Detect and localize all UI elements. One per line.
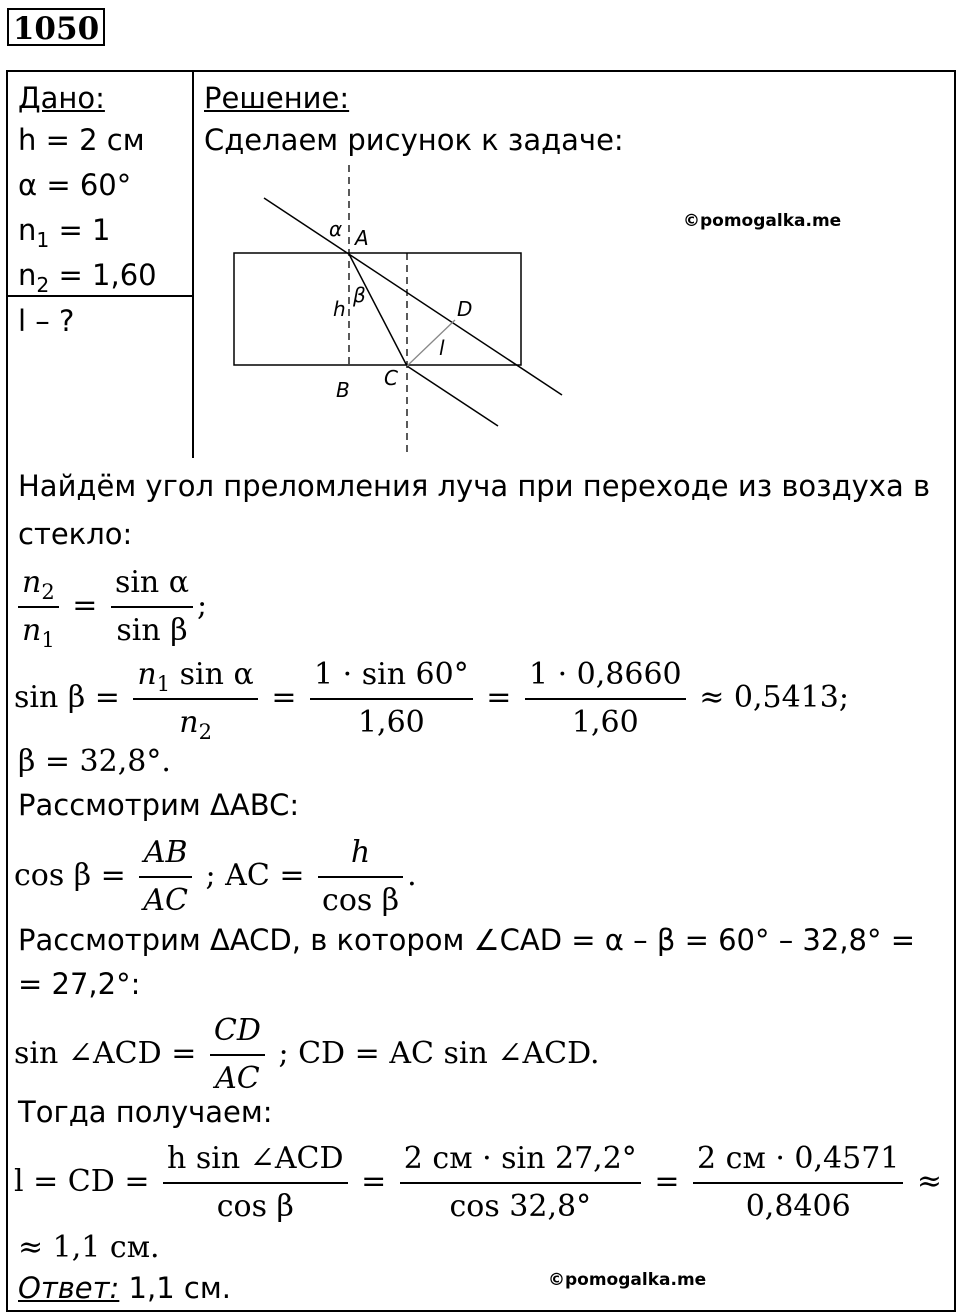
label-h: h bbox=[333, 297, 346, 321]
text-p6: Тогда получаем: bbox=[18, 1095, 273, 1129]
problem-number: 1050 bbox=[7, 8, 105, 46]
label-alpha: α bbox=[329, 217, 343, 241]
label-B: B bbox=[336, 378, 350, 402]
answer-label: Ответ: bbox=[18, 1271, 120, 1305]
watermark-bottom: ©pomogalka.me bbox=[548, 1270, 707, 1290]
answer-line bbox=[18, 1270, 231, 1306]
answer-value: 1,1 см. bbox=[119, 1271, 231, 1305]
label-D: D bbox=[457, 297, 473, 321]
formula-sin-acd: sin ∠ACD = $\frac{CD}{AC}$ ; CD = AC sin ∠ACD. bbox=[14, 1008, 600, 1102]
given-alpha: α = 60° bbox=[18, 168, 132, 202]
solution-intro: Сделаем рисунок к задаче: bbox=[204, 123, 624, 157]
formula-l: l = CD = $\frac{\text{h sin ∠ACD}}{\text{cos β}}$ = $\frac{2 см \cdot \sin 27,2^\circ}{\cos 32,8^\circ}$ = $\frac{2 см \cdot 0,4571}{0,8406}$ ≈ bbox=[14, 1136, 942, 1230]
given-n1: $n_1 = 1$ bbox=[18, 213, 111, 252]
text-p4: Рассмотрим ΔACD, в котором ∠CAD = α – β = 60° – 32,8° = bbox=[18, 923, 916, 957]
refraction-figure bbox=[0, 0, 960, 470]
watermark-top: ©pomogalka.me bbox=[683, 211, 842, 231]
solution-header: Решение: bbox=[204, 81, 350, 115]
given-header: Дано: bbox=[18, 81, 105, 115]
label-C: C bbox=[384, 366, 398, 390]
given-h: h = 2 см bbox=[18, 123, 145, 157]
formula-snell: $\frac{n_2}{n_1}$ = $\frac{\text{sin α}}{\text{sin β}}$ ; bbox=[14, 560, 207, 654]
label-A: A bbox=[355, 226, 369, 250]
label-l: l bbox=[439, 336, 445, 360]
formula-cos-beta: cos β = $\frac{AB}{AC}$ ; AC = $\frac{h}{\text{cos β}}$ . bbox=[14, 830, 417, 924]
text-p3: Рассмотрим ΔABC: bbox=[18, 788, 300, 822]
text-p1: Найдём угол преломления луча при переходе из воздуха в bbox=[18, 469, 931, 503]
formula-result: ≈ 1,1 см. bbox=[18, 1230, 160, 1265]
formula-sin-beta: sin β = $\frac{n_1 \sin \alpha}{n_2}$ = $\frac{1 \cdot \sin 60^\circ}{1,60}$ = $\frac{1 \cdot 0,8660}{1,60}$ ≈ 0,5413; bbox=[14, 652, 849, 746]
find-l: l – ? bbox=[18, 304, 75, 338]
label-beta: β bbox=[353, 283, 366, 307]
text-p5: = 27,2°: bbox=[18, 967, 141, 1001]
formula-beta-value: β = 32,8°. bbox=[18, 744, 171, 779]
given-n2: $n_2 = 1,60$ bbox=[18, 258, 157, 297]
text-p2: стекло: bbox=[18, 517, 133, 551]
